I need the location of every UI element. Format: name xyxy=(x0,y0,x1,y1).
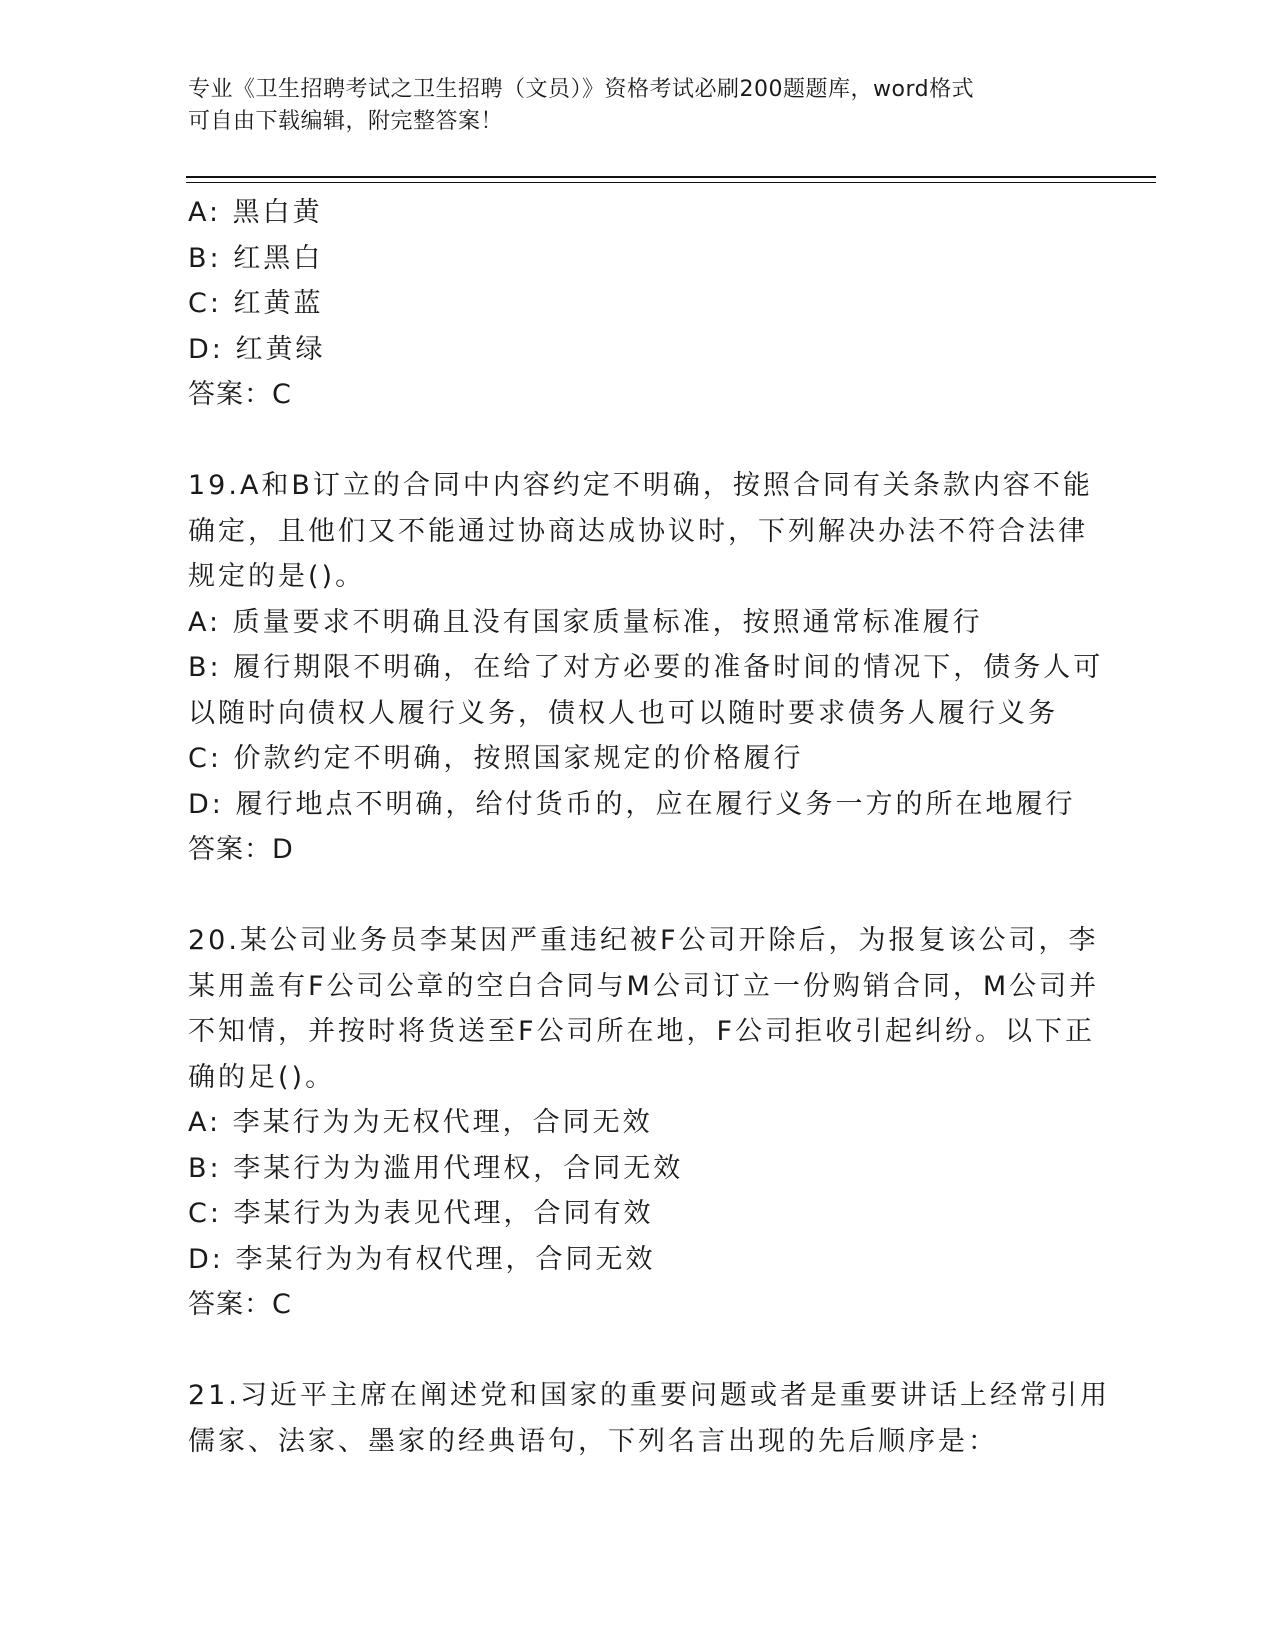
question-stem-line: 20.某公司业务员李某因严重违纪被F公司开除后，为报复该公司，李 xyxy=(188,925,1099,956)
option-b: B: 李某行为为滥用代理权，合同无效 xyxy=(188,1152,684,1184)
option-a: A: 李某行为为无权代理，合同无效 xyxy=(188,1107,653,1138)
question-stem-line: 21.习近平主席在阐述党和国家的重要问题或者是重要讲话上经常引用 xyxy=(188,1380,1110,1411)
option-d: D: 红黄绿 xyxy=(188,333,326,365)
header-rule-thick xyxy=(186,176,1156,178)
document-header xyxy=(188,74,1068,138)
option-a: A: 黑白黄 xyxy=(188,197,323,228)
option-a: A: 质量要求不明确且没有国家质量标准，按照通常标准履行 xyxy=(188,606,983,638)
spacer xyxy=(188,873,1088,919)
option-c: C: 红黄蓝 xyxy=(188,288,324,319)
document-body xyxy=(188,190,1110,1464)
question-20 xyxy=(188,918,1100,1328)
answer: 答案：C xyxy=(188,379,292,410)
question-stem-line: 儒家、法家、墨家的经典语句，下列名言出现的先后顺序是： xyxy=(188,1425,998,1457)
question-stem-line: 规定的是()。 xyxy=(188,561,366,592)
option-d: D: 履行地点不明确，给付货币的，应在履行义务一方的所在地履行 xyxy=(188,788,1076,820)
question-stem-line: 某用盖有F公司公章的空白合同与M公司订立一份购销合同，M公司并 xyxy=(188,970,1100,1002)
spacer xyxy=(188,1328,1088,1374)
spacer xyxy=(188,418,1088,464)
question-21 xyxy=(188,1373,1110,1464)
header-line-1: 专业《卫生招聘考试之卫生招聘（文员）》资格考试必刷200题题库，word格式 xyxy=(188,77,975,102)
option-d: D: 李某行为为有权代理，合同无效 xyxy=(188,1243,656,1275)
header-rule-thin xyxy=(186,182,1156,183)
option-b: B: 履行期限不明确，在给了对方必要的准备时间的情况下，债务人可 xyxy=(188,652,1104,683)
question-stem-line: 19.A和B订立的合同中内容约定不明确，按照合同有关条款内容不能 xyxy=(188,470,1093,501)
answer: 答案：C xyxy=(188,1289,292,1320)
option-b-continued: 以随时向债权人履行义务，债权人也可以随时要求债务人履行义务 xyxy=(188,697,1058,729)
question-stem-line: 确定，且他们又不能通过协商达成协议时，下列解决办法不符合法律 xyxy=(188,515,1088,547)
option-c: C: 价款约定不明确，按照国家规定的价格履行 xyxy=(188,743,804,774)
question-18 xyxy=(188,190,1088,418)
option-b: B: 红黑白 xyxy=(188,242,324,274)
option-c: C: 李某行为为表见代理，合同有效 xyxy=(188,1198,654,1229)
header-line-2: 可自由下载编辑，附完整答案！ xyxy=(188,109,504,134)
question-stem-line: 确的足()。 xyxy=(188,1061,336,1093)
answer: 答案：D xyxy=(188,834,294,865)
question-19 xyxy=(188,463,1104,873)
question-stem-line: 不知情，并按时将货送至F公司所在地，F公司拒收引起纠纷。以下正 xyxy=(188,1016,1096,1047)
